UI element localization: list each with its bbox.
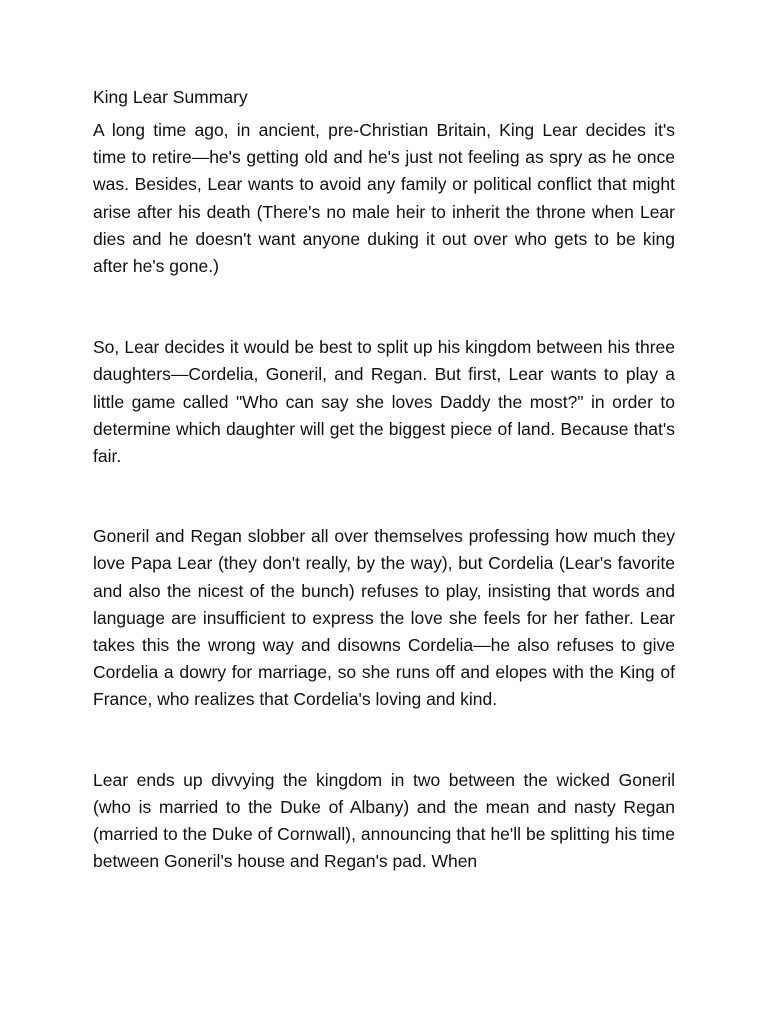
document-title: King Lear Summary	[93, 87, 248, 107]
paragraph: Goneril and Regan slobber all over themselves professing how much they love Papa Lear (they don't really, by the way), but Cordelia (Lear's favorite and also the nicest of the bunch) refuses to play, insisting that words and language are insufficient to express the love she feels for her father. Lear takes this the wrong way and disowns Cordelia—he also refuses to give Cordelia a dowry for marriage, so she runs off and elopes with the King of France, who realizes that Cordelia's loving and kind.	[93, 526, 675, 710]
paragraph: A long time ago, in ancient, pre-Christian Britain, King Lear decides it's time to retire—he's getting old and he's just not feeling as spry as he once was. Besides, Lear wants to avoid any family or political conflict that might arise after his death (There's no male heir to inherit the throne when Lear dies and he doesn't want anyone duking it out over who gets to be king after he's gone.)	[93, 120, 675, 277]
document-page	[93, 84, 675, 875]
paragraph: Lear ends up divvying the kingdom in two between the wicked Goneril (who is married to the Duke of Albany) and the mean and nasty Regan (married to the Duke of Cornwall), announcing that he'll be splitting his time between Goneril's house and Regan's pad. When	[93, 769, 675, 872]
paragraph: So, Lear decides it would be best to split up his kingdom between his three daughters—Cordelia, Goneril, and Regan. But first, Lear wants to play a little game called "Who can say she loves Daddy the most?" in order to determine which daughter will get the biggest piece of land. Because that's fair.	[93, 337, 675, 467]
